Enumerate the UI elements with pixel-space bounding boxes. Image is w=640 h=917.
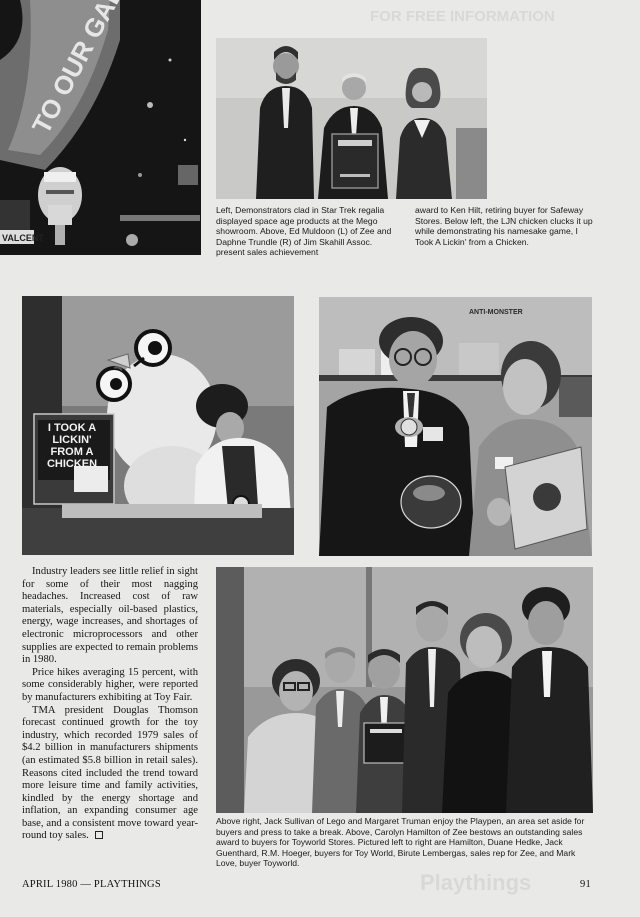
article-paragraph-text: TMA president Douglas Thomson forecast continued growth for the toy industry, which recorded 1979 sales of $4.2 billion in manufacturers shipments (an estimated $5.8 billion in retail sales). Reasons cited included the trend toward more leisure time and family activities, kindled by the energy shortage and inflation, an expanding consumer age base, and a consistent move toward year-round toy sales. [22, 704, 198, 842]
page-number: 91 [580, 879, 591, 890]
article-body [22, 566, 198, 843]
photo-star-trek-display [0, 0, 201, 255]
caption-bottom: Above right, Jack Sullivan of Lego and Margaret Truman enjoy the Playpen, an area set aside for buyers and press to take a break. Above, Carolyn Hamilton of Zee bestows an outstanding sales award to buyers for Toyworld Stores. Pictured left to right are Hamilton, Duane Hedke, Jack Guenthard, R.M. Hoeger, buyers for Toy World, Birute Lembergas, sales rep for Zee, and Mark Love, buyer Toyworld. [216, 816, 585, 869]
playpen-illustration [319, 297, 592, 556]
end-mark-icon [95, 831, 103, 839]
space-display-illustration [0, 0, 201, 255]
photo-group-award [216, 567, 593, 813]
footer-issue-line: APRIL 1980 — PLAYTHINGS [22, 879, 161, 890]
article-paragraph: Industry leaders see little relief in sight for some of their most nagging headaches. Increased cost of raw materials, especially oil-based plastics, energy, wage increases, and shortages of electronic microprocessors and other supplies are expected to remain problems in 1980. [22, 566, 198, 666]
caption-top-right: award to Ken Hilt, retiring buyer for Safeway Stores. Below left, the LJN chicken clucks it up while demonstrating his namesake game, I Took A Lickin' from a Chicken. [415, 205, 593, 247]
photo-playpen-pair [319, 297, 592, 556]
show-through-text: FOR FREE INFORMATION [370, 8, 555, 25]
group-award-illustration [216, 567, 593, 813]
article-paragraph [22, 705, 198, 844]
caption-top-left: Left, Demonstrators clad in Star Trek regalia displayed space age products at the Mego showroom. Above, Ed Muldoon (L) of Zee and Daphne Trundle (R) of Jim Skahill Assoc. present sales achievement [216, 205, 392, 258]
playpen-sign-text: ANTI-MONSTER [469, 309, 523, 316]
space-sign-text: TO OUR [25, 35, 100, 139]
game-box-text: I TOOK A LICKIN' FROM A CHICKEN [46, 422, 98, 470]
award-trio-illustration [216, 38, 487, 199]
brand-sign-text: VALCENT [2, 233, 44, 243]
photo-award-presentation [216, 38, 487, 199]
photo-ljn-chicken [22, 296, 294, 555]
show-through-text: Playthings [420, 870, 532, 895]
article-paragraph: Price hikes averaging 15 percent, with some considerably higher, were reported by manufacturers exhibiting at Toy Fair. [22, 666, 198, 703]
